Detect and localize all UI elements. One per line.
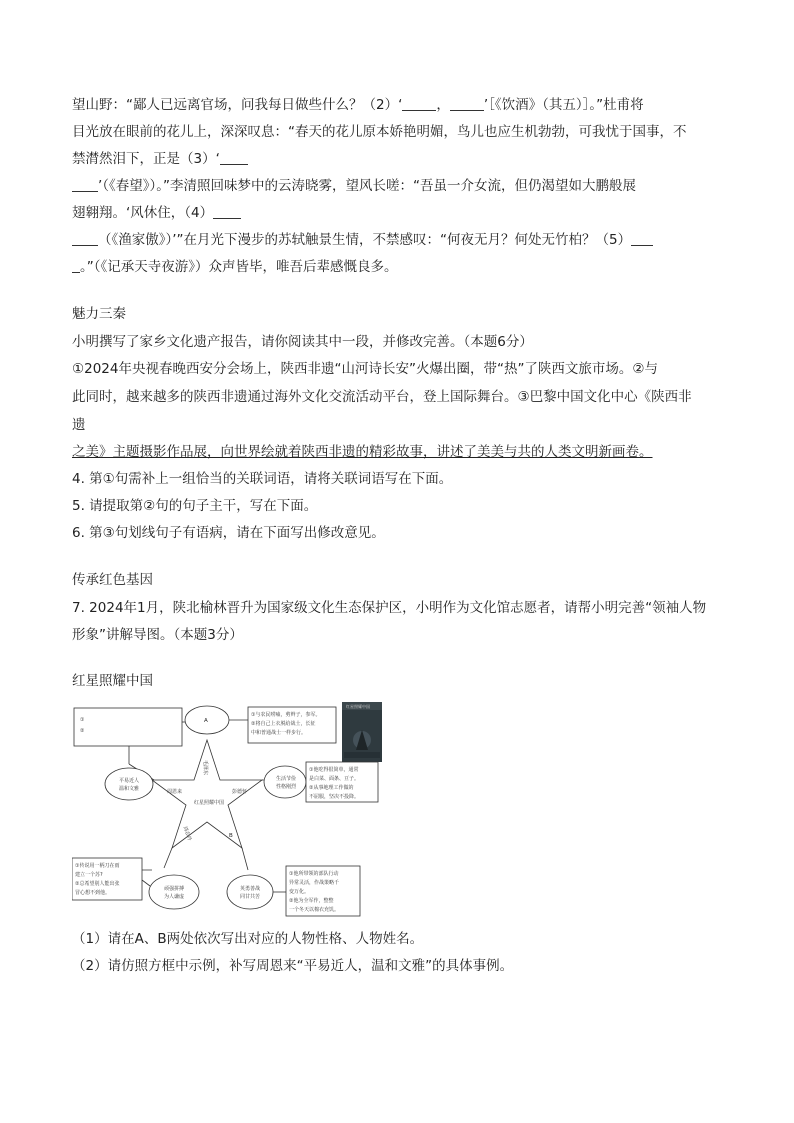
svg-text:为人谦虚: 为人谦虚 <box>164 894 185 900</box>
poem-line-7: 。”（《记承天寺夜游》）众声皆毕，唯吾后辈感慨良多。 <box>72 258 398 276</box>
svg-text:一个冬天以棉衣充饥。: 一个冬天以棉衣充饥。 <box>289 907 340 913</box>
diagram-title: 红星照耀中国 <box>72 673 153 689</box>
box-text: ② <box>80 728 85 734</box>
answer-blank[interactable] <box>220 150 248 165</box>
svg-text:中和普通战士一样步行。: 中和普通战士一样步行。 <box>251 730 307 736</box>
svg-text:①他吃得很简单，通常: ①他吃得很简单，通常 <box>309 767 359 773</box>
answer-blank[interactable] <box>213 204 241 219</box>
question-6: 6. 第③句划线句子有语病，请在下面写出修改意见。 <box>72 525 385 541</box>
svg-text:变万化。: 变万化。 <box>289 889 310 895</box>
svg-text:生活节俭: 生活节俭 <box>276 776 297 782</box>
paragraph-line: 遗 <box>72 417 86 433</box>
poem-line-6: （《渔家傲》）’”在月光下漫步的苏轼触景生情，不禁感叹：“何夜无月？何处无竹柏？（5） <box>72 231 653 249</box>
poem-line-3: 禁潸然泪下，正是（3）‘ <box>72 150 248 168</box>
svg-text:性格刚烈: 性格刚烈 <box>276 784 297 790</box>
answer-box-top-left[interactable] <box>74 708 182 746</box>
node-b: B <box>229 833 233 839</box>
section-title: 传承红色基因 <box>72 572 153 588</box>
star-label-right: 彭德怀 <box>232 789 248 795</box>
poem-line-1: 望山野：“鄙人已远离官场，问我每日做些什么？（2）‘ ， ’［《饮酒》（其五）］。”杜甫将 <box>72 97 644 113</box>
poem-line-4: ’（《春望》）。”李清照回味梦中的云涛晓雾，望风长嗟：“吾虽一介女流，但仍渴望如大鹏般展 <box>72 177 636 195</box>
poem-line-2: 目光放在眼前的花儿上，深深叹息：“春天的花儿原本娇艳明媚，鸟儿也应生机勃勃，可我忧于国事，不 <box>72 124 687 140</box>
sub-question-2: （2）请仿照方框中示例，补写周恩来“平易近人，温和文雅”的具体事例。 <box>72 958 514 974</box>
svg-text:②总希望别人能出张: ②总希望别人能出张 <box>75 881 120 887</box>
svg-text:异常灵活，作战策略千: 异常灵活，作战策略千 <box>289 880 340 886</box>
svg-text:建立一个苏?: 建立一个苏? <box>75 872 103 878</box>
answer-blank[interactable] <box>72 231 98 246</box>
box-text: ① <box>80 717 85 723</box>
answer-blank[interactable] <box>72 258 80 273</box>
svg-text:A: A <box>204 718 208 724</box>
book-cover-image <box>342 702 382 762</box>
svg-text:是白菜、面条、豆子。: 是白菜、面条、豆子。 <box>309 776 360 782</box>
question-7-cont: 形象”讲解导图。（本题3分） <box>72 627 243 643</box>
svg-text:②他为全军作，整整: ②他为全军作，整整 <box>289 898 334 904</box>
star-label-top: 毛泽东 <box>202 760 208 776</box>
svg-text:①传说用一柄刀在雨: ①传说用一柄刀在雨 <box>75 863 120 869</box>
node-liu-traits <box>149 875 199 909</box>
node-b-traits <box>227 875 273 909</box>
star-center-label: 红星照耀中国 <box>194 800 225 806</box>
mind-map-diagram <box>72 700 392 925</box>
svg-text:②将自己上衣脱给战士，长征: ②将自己上衣脱给战士，长征 <box>251 721 316 727</box>
question-4: 4. 第①句需补上一组恰当的关联词语，请将关联词语写在下面。 <box>72 471 453 487</box>
answer-blank[interactable] <box>72 177 98 192</box>
svg-text:同甘共苦: 同甘共苦 <box>240 894 261 900</box>
node-peng-traits <box>264 766 306 798</box>
poem-line-5: 翅翱翔。‘风休住，（4） <box>72 204 241 222</box>
svg-text:红星照耀中国: 红星照耀中国 <box>346 704 370 709</box>
poem-text: 望山野：“鄙人已远离官场，问我每日做些什么？（2）‘ <box>72 97 403 113</box>
answer-blank[interactable] <box>450 96 484 111</box>
svg-text:①与农民唠嗑，剪辫子，参军。: ①与农民唠嗑，剪辫子，参军。 <box>251 712 321 718</box>
sub-question-1: （1）请在A、B两处依次写出对应的人物性格、人物姓名。 <box>72 931 424 947</box>
paragraph-line: ①2024年央视春晚西安分会场上，陕西非遗“山河诗长安”火爆出圈，带“热”了陕西文旅市场。②与 <box>72 361 659 377</box>
section-title: 魅力三秦 <box>72 306 126 322</box>
svg-text:顽强拼搏: 顽强拼搏 <box>164 886 185 892</box>
svg-text:②从事地理工作做的: ②从事地理工作做的 <box>309 785 354 791</box>
question-5: 5. 请提取第②句的句子主干，写在下面。 <box>72 498 318 514</box>
question-7: 7. 2024年1月，陕北榆林晋升为国家级文化生态保护区，小明作为文化馆志愿者，请帮小明完善“领袖人物 <box>72 600 707 616</box>
answer-blank[interactable] <box>402 96 436 111</box>
answer-blank[interactable] <box>631 231 653 246</box>
star-label-bottom-left: 刘志丹 <box>181 825 193 842</box>
star-label-left: 周恩来 <box>167 789 183 795</box>
svg-text:冒心想不到他。: 冒心想不到他。 <box>75 890 111 896</box>
svg-text:英勇善战: 英勇善战 <box>240 886 261 892</box>
svg-text:不屈服，坚决不投降。: 不屈服，坚决不投降。 <box>309 794 360 800</box>
svg-text:温和文雅: 温和文雅 <box>119 786 140 792</box>
section-intro: 小明撰写了家乡文化遗产报告，请你阅读其中一段，并修改完善。（本题6分） <box>72 334 533 350</box>
paragraph-line-underlined: 之美》主题摄影作品展，向世界绘就着陕西非遗的精彩故事，讲述了美美与共的人类文明新画卷。 <box>72 444 653 460</box>
svg-text:平易近人: 平易近人 <box>119 778 140 784</box>
svg-text:①他所带领的部队行动: ①他所带领的部队行动 <box>289 871 339 877</box>
node-zhou-traits <box>105 768 153 800</box>
paragraph-line: 此同时，越来越多的陕西非遗通过海外文化交流活动平台，登上国际舞台。③巴黎中国文化中心《陕西非 <box>72 389 692 405</box>
